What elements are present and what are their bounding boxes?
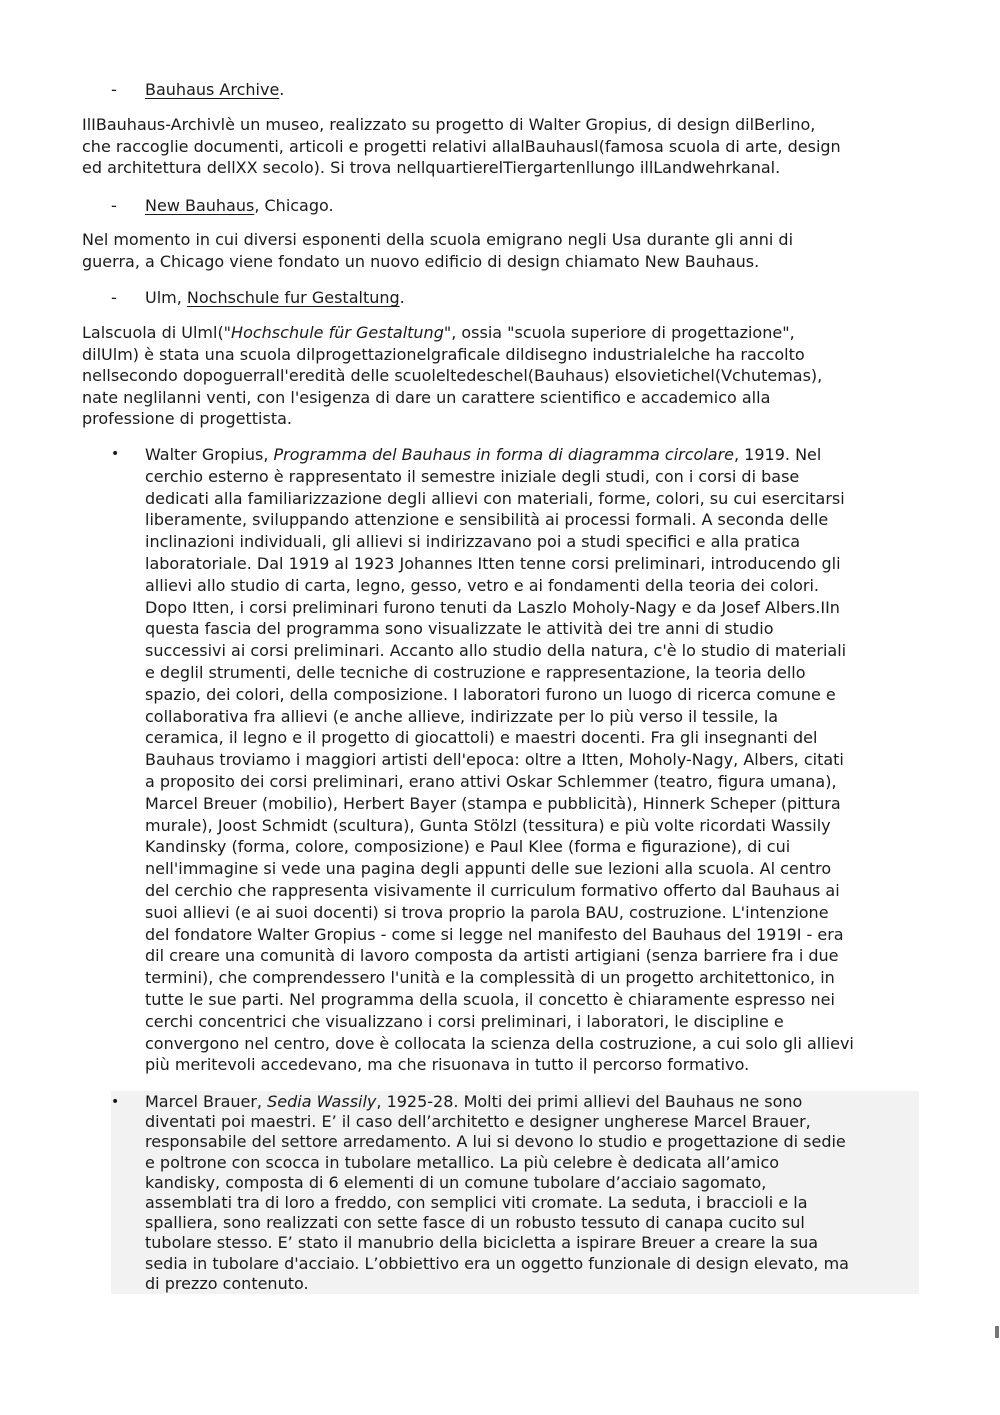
- brauer-paragraph: Marcel Brauer, Sedia Wassily, 1925-28. Molti dei primi allievi del Bauhaus ne sono diventati poi maestri. E’ il caso dell’architetto e designer ungherese Marcel Brauer, responsabile del settore arredamento. A lui si devono lo studio e progettazione di sedie e poltrone con scocca in tubolare metallico. La più celebre è dedicata all’amico kandisky, composta di 6 elementi di un comune tubolare d’acciaio sagomato, assemblati tra di loro a freddo, con semplici viti cromate. La seduta, i braccioli e la spalliera, sono realizzati con sette fasce di un robusto tessuto di canapa cucito sul tubolare stesso. E’ stato il manubrio della bicicletta a ispirare Breuer a creare la sua sedia in tubolare d'acciaio. L’obbiettivo era un oggetto funzionale di design elevato, ma di prezzo contenuto.: [145, 1092, 849, 1293]
- document-page: - Bauhaus Archive. IlIBauhaus-Archivlè un museo, realizzato su progetto di Walter Gropius, di design dilBerlino, che raccoglie documenti, articoli e progetti relativi allalBauhausl(famosa scuola di arte, design ed architettura dellXX secolo). Si trova nellquartierelTiergartenllungo illLandwehrkanal. - New Bauhaus, Chicago. Nel momento in cui diversi esponenti della scuola emigrano negli Usa durante gli anni di guerra, a Chicago viene fondato un nuovo edificio di design chiamato New Bauhaus. - Ulm, Nochschule fur Gestaltung. Lalscuola di Ulml("Hochschule für Gestaltung", ossia "scuola superiore di progettazione", dilUlm) è stata una scuola dilprogettazionelgraficale dildisegno industrialelche ha raccolto nellsecondo dopoguerrall'eredità delle scuoleltedeschel(Bauhaus) elsovietichel(Vchutemas), nate neglilanni venti, con l'esigenza di dare un carattere scientifico e accademico alla professione di progettista. • Walter Gropius, Programma del Bauhaus in forma di diagramma circolare, 1919. Nel cerchio esterno è rappresentato il semestre iniziale degli studi, con i corsi di base dedicati alla familiarizzazione degli allievi con materiali, forme, colori, su cui esercitarsi liberamente, sviluppando attenzione e sensibilità ai processi formali. A seconda delle inclinazioni individuali, gli allievi si indirizzavano poi a studi specifici e alla pratica laboratoriale. Dal 1919 al 1923 Johannes Itten tenne corsi preliminari, introducendo gli allievi allo studio di carta, legno, gesso, vetro e ai fondamenti della teoria dei colori. Dopo Itten, i corsi preliminari furono tenuti da Laszlo Moholy-Nagy e da Josef Albers.IIn questa fascia del programma sono visualizzate le attività dei tre anni di studio successivi ai corsi preliminari. Accanto allo studio della natura, c'è lo studio di materiali e deglil strumenti, delle tecniche di costruzione e rappresentazione, la teoria dello spazio, dei colori, della composizione. I laboratori furono un luogo di ricerca comune e collaborativa fra allievi (e anche allieve, indirizzate per lo più verso il tessile, la ceramica, il legno e il progetto di giocattoli) e maestri docenti. Fra gli insegnanti del Bauhaus troviamo i maggiori artisti dell'epoca: oltre a Itten, Moholy-Nagy, Albers, citati a proposito dei corsi preliminari, erano attivi Oskar Schlemmer (teatro, figura umana), Marcel Breuer (mobilio), Herbert Bayer (stampa e pubblicità), Hinnerk Scheper (pittura murale), Joost Schmidt (scultura), Gunta Stölzl (tessitura) e più volte ricordati Wassily Kandinsky (forma, colore, composizione) e Paul Klee (forma e figurazione), di cui nell'immagine si vede una pagina degli appunti delle sue lezioni alla scuola. Al centro del cerchio che rappresenta visivamente il curriculum formativo offerto dal Bauhaus ai suoi allievi (e ai suoi docenti) si trova proprio la parola BAU, costruzione. L'intenzione del fondatore Walter Gropius - come si legge nel manifesto del Bauhaus del 1919I - era dil creare una comunità di lavoro composta da artisti artigiani (senza barriere fra i due termini), che comprendessero l'unità e la complessità di un progetto architettonico, in tutte le sue parti. Nel programma della scuola, il concetto è chiaramente espresso nei cerchi concentrici che visualizzano i corsi preliminari, i laboratori, le discipline e convergono nel centro, dove è collocata la scienza della costruzione, a cui solo gli allievi più meritevoli accedevano, ma che risuonava in tutto il percorso formativo. • Marcel Brauer, Sedia Wassily, 1925-28. Molti dei primi allievi del Bauhaus ne sono diventati poi maestri. E’ il caso dell’architetto e designer ungherese Marcel Brauer, responsabile del settore arredamento. A lui si devono lo studio e progettazione di sedie e poltrone con scocca in tubolare metallico. La più celebre è dedicata all’amico kandisky, composta di 6 elementi di un comune tubolare d’acciaio sagomato, assemblati tra di loro a freddo, con semplici viti cromate. La seduta, i braccioli e la spalliera, sono realizzati con sette fasce di un robusto tessuto di canapa cucito sul tubolare stesso. E’ stato il manubrio della bicicletta a ispirare Breuer a creare la sua sedia in tubolare d'acciaio. L’obbiettivo era un oggetto funzionale di design elevato, ma di prezzo contenuto.: [0, 0, 1000, 1415]
- bauhaus-archive-paragraph: IlIBauhaus-Archivlè un museo, realizzato su progetto di Walter Gropius, di design dilBerlino, che raccoglie documenti, articoli e progetti relativi allalBauhausl(famosa scuola di arte, design ed architettura dellXX secolo). Si trova nellquartierelTiergartenllungo illLandwehrkanal.: [82, 115, 841, 177]
- dash-marker: -: [111, 196, 117, 215]
- bullet-marker: •: [111, 1094, 120, 1110]
- bullet-marker: •: [111, 446, 120, 462]
- dash-marker: -: [111, 288, 117, 307]
- new-bauhaus-link[interactable]: New Bauhaus: [145, 196, 255, 215]
- ulm-paragraph: Lalscuola di Ulml("Hochschule für Gestaltung", ossia "scuola superiore di progettazione", dilUlm) è stata una scuola dilprogettazionelgraficale dildisegno industrialelche ha raccolto nellsecondo dopoguerrall'eredità delle scuoleltedeschel(Bauhaus) elsovietichel(Vchutemas), nate neglilanni venti, con l'esigenza di dare un carattere scientifico e accademico alla professione di progettista.: [82, 323, 823, 428]
- gropius-paragraph: Walter Gropius, Programma del Bauhaus in forma di diagramma circolare, 1919. Nel cerchio esterno è rappresentato il semestre iniziale degli studi, con i corsi di base dedicati alla familiarizzazione degli allievi con materiali, forme, colori, su cui esercitarsi liberamente, sviluppando attenzione e sensibilità ai processi formali. A seconda delle inclinazioni individuali, gli allievi si indirizzavano poi a studi specifici e alla pratica laboratoriale. Dal 1919 al 1923 Johannes Itten tenne corsi preliminari, introducendo gli allievi allo studio di carta, legno, gesso, vetro e ai fondamenti della teoria dei colori. Dopo Itten, i corsi preliminari furono tenuti da Laszlo Moholy-Nagy e da Josef Albers.IIn questa fascia del programma sono visualizzate le attività dei tre anni di studio successivi ai corsi preliminari. Accanto allo studio della natura, c'è lo studio di materiali e deglil strumenti, delle tecniche di costruzione e rappresentazione, la teoria dello spazio, dei colori, della composizione. I laboratori furono un luogo di ricerca comune e collaborativa fra allievi (e anche allieve, indirizzate per lo più verso il tessile, la ceramica, il legno e il progetto di giocattoli) e maestri docenti. Fra gli insegnanti del Bauhaus troviamo i maggiori artisti dell'epoca: oltre a Itten, Moholy-Nagy, Albers, citati a proposito dei corsi preliminari, erano attivi Oskar Schlemmer (teatro, figura umana), Marcel Breuer (mobilio), Herbert Bayer (stampa e pubblicità), Hinnerk Scheper (pittura murale), Joost Schmidt (scultura), Gunta Stölzl (tessitura) e più volte ricordati Wassily Kandinsky (forma, colore, composizione) e Paul Klee (forma e figurazione), di cui nell'immagine si vede una pagina degli appunti delle sue lezioni alla scuola. Al centro del cerchio che rappresenta visivamente il curriculum formativo offerto dal Bauhaus ai suoi allievi (e ai suoi docenti) si trova proprio la parola BAU, costruzione. L'intenzione del fondatore Walter Gropius - come si legge nel manifesto del Bauhaus del 1919I - era dil creare una comunità di lavoro composta da artisti artigiani (senza barriere fra i due termini), che comprendessero l'unità e la complessità di un progetto architettonico, in tutte le sue parti. Nel programma della scuola, il concetto è chiaramente espresso nei cerchi concentrici che visualizzano i corsi preliminari, i laboratori, le discipline e convergono nel centro, dove è collocata la scienza della costruzione, a cui solo gli allievi più meritevoli accedevano, ma che risuonava in tutto il percorso formativo.: [145, 445, 854, 1075]
- scroll-indicator: [995, 1326, 999, 1338]
- dash-marker: -: [111, 80, 117, 99]
- bauhaus-archive-link[interactable]: Bauhaus Archive: [145, 80, 280, 99]
- nochschule-link[interactable]: Nochschule fur Gestaltung: [186, 288, 400, 307]
- new-bauhaus-paragraph: Nel momento in cui diversi esponenti della scuola emigrano negli Usa durante gli anni di guerra, a Chicago viene fondato un nuovo edificio di design chiamato New Bauhaus.: [82, 230, 794, 271]
